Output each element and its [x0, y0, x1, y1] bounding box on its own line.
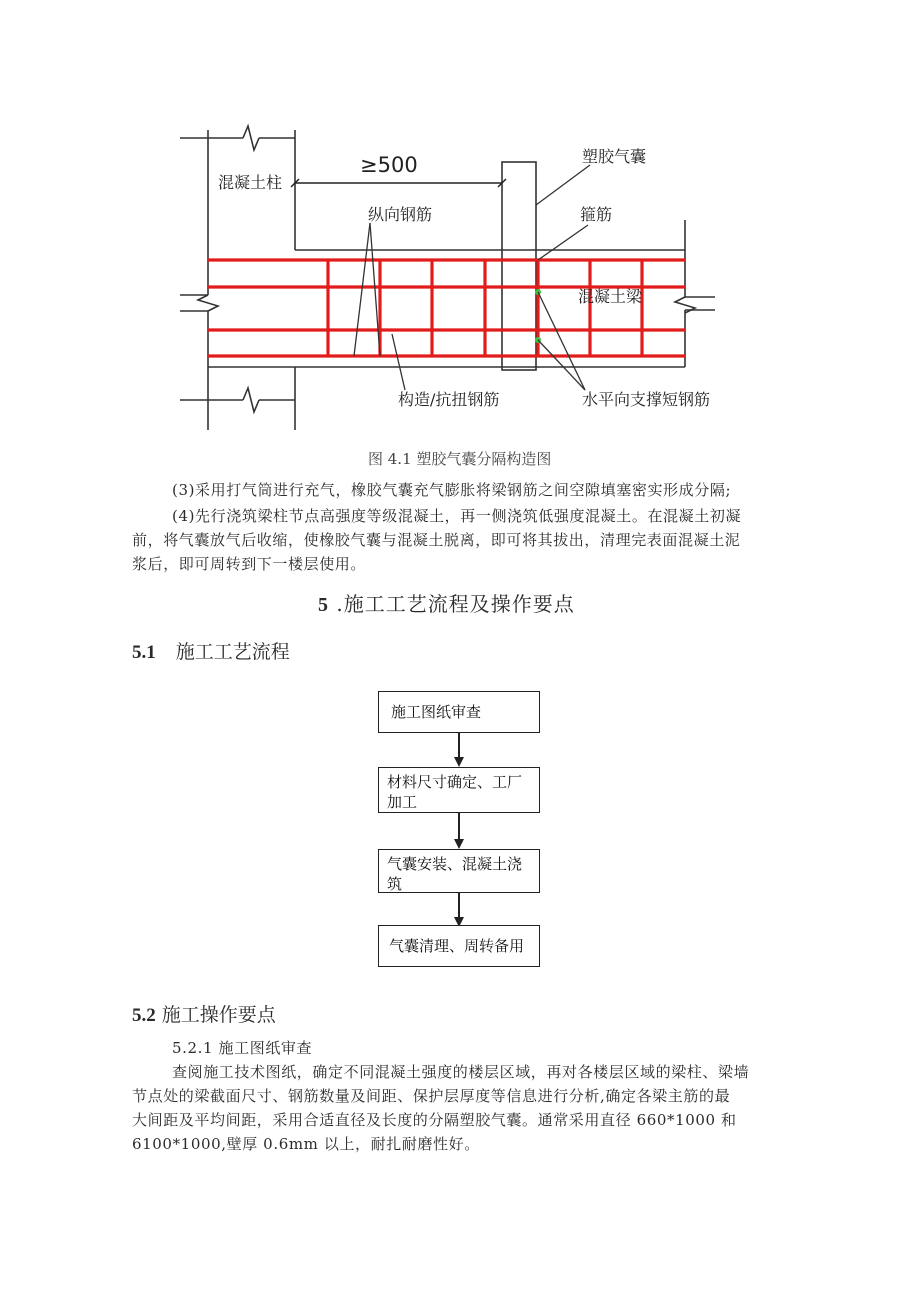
flow-arrow-2: [458, 813, 460, 841]
paragraph-4-line3: 浆后，即可周转到下一楼层使用。: [132, 555, 367, 573]
section-5-1-number: 5.1: [132, 642, 156, 663]
column-outline: [180, 126, 715, 430]
section-5-1-title: 施工工艺流程: [175, 641, 290, 663]
flow-arrow-3: [458, 893, 460, 919]
figure-caption: 图 4.1 塑胶气囊分隔构造图: [368, 450, 552, 468]
section-5-number: 5: [318, 594, 329, 616]
label-airbag: 塑胶气囊: [582, 147, 647, 166]
section-5-2-heading: [132, 1000, 276, 1027]
flow-arrow-1-head: [454, 757, 464, 767]
body-5-2-1-line4: 6100*1000,壁厚 0.6mm 以上，耐扎耐磨性好。: [132, 1135, 480, 1153]
flow-step-1-text: 施工图纸审查: [391, 703, 482, 721]
section-5-title: .施工工艺流程及操作要点: [336, 592, 575, 616]
label-beam: 混凝土梁: [578, 287, 643, 306]
flow-step-3-line2: 筑: [387, 875, 403, 893]
body-5-2-1-line2: 节点处的梁截面尺寸、钢筋数量及间距、保护层厚度等信息进行分析,确定各梁主筋的最: [132, 1087, 731, 1105]
paragraph-4-line1: (4)先行浇筑梁柱节点高强度等级混凝土，再一侧浇筑低强度混凝土。在混凝土初凝: [172, 507, 742, 525]
section-5-heading: [318, 588, 575, 617]
label-column: 混凝土柱: [218, 173, 283, 192]
airbag-separation-diagram: [170, 120, 730, 430]
airbag-shape: [502, 162, 536, 370]
label-support-rebar: 水平向支撑短钢筋: [582, 390, 711, 409]
label-dimension: ≥500: [360, 153, 418, 177]
flow-step-1: [378, 691, 540, 733]
flow-step-2-line2: 加工: [387, 793, 418, 811]
body-5-2-1-line1: 查阅施工技术图纸，确定不同混凝土强度的楼层区域，再对各楼层区域的梁柱、梁墙: [172, 1063, 750, 1081]
flow-step-4-text: 气囊清理、周转备用: [389, 937, 525, 955]
section-5-1-heading: [132, 637, 290, 664]
section-5-2-number: 5.2: [132, 1005, 156, 1026]
section-5-2-1-heading: 5.2.1 施工图纸审查: [172, 1039, 313, 1057]
flow-arrow-2-head: [454, 839, 464, 849]
flow-step-2-line1: 材料尺寸确定、工厂: [387, 773, 523, 791]
flow-step-3-line1: 气囊安装、混凝土浇: [387, 855, 523, 873]
body-5-2-1-line3: 大间距及平均间距，采用合适直径及长度的分隔塑胶气囊。通常采用直径 660*1000 和: [132, 1111, 737, 1129]
flow-step-4: [378, 925, 540, 967]
section-5-2-title: 施工操作要点: [161, 1004, 276, 1026]
flow-step-2: [378, 767, 540, 813]
dimension-line: [291, 179, 506, 187]
rebar-group: [208, 260, 685, 356]
paragraph-4-line2: 前，将气囊放气后收缩，使橡胶气囊与混凝土脱离，即可将其拔出，清理完表面混凝土泥: [132, 531, 741, 549]
paragraph-3: (3)采用打气筒进行充气，橡胶气囊充气膨胀将梁钢筋之间空隙填塞密实形成分隔;: [172, 481, 732, 499]
label-torsion-rebar: 构造/抗扭钢筋: [398, 390, 500, 409]
flow-arrow-1: [458, 733, 460, 759]
flow-step-3: [378, 849, 540, 893]
label-longitudinal-rebar: 纵向钢筋: [368, 205, 433, 224]
label-stirrup: 箍筋: [580, 205, 613, 224]
